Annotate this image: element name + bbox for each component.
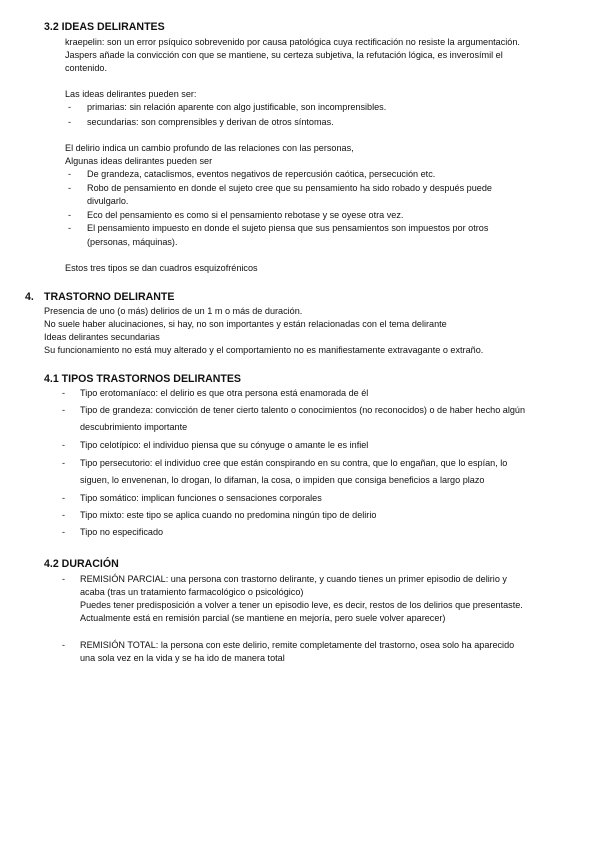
section-4-2-heading: 4.2 DURACIÓN [44,558,119,570]
section-3-2-heading: 3.2 IDEAS DELIRANTES [44,21,165,33]
section-4-1-heading: 4.1 TIPOS TRASTORNOS DELIRANTES [44,373,241,385]
bullet-dash: - [68,183,72,193]
bullet-dash: - [62,388,66,398]
list-item: Tipo no especificado [80,527,164,537]
list-item-continuation: divulgarlo. [87,196,129,206]
paragraph-line: contenido. [65,63,107,73]
list-item: Tipo de grandeza: convicción de tener cierto talento o conocimientos (no reconocidos) o de haber hecho algún [80,405,526,415]
paragraph-line: Presencia de uno (o más) delirios de un 1 m o más de duración. [44,306,303,316]
list-item: Tipo mixto: este tipo se aplica cuando no predomina ningún tipo de delirio [80,510,377,520]
paragraph-line: Ideas delirantes secundarias [44,332,160,342]
bullet-dash: - [68,210,72,220]
paragraph-line: Algunas ideas delirantes pueden ser [65,156,213,166]
list-item-continuation: acaba (tras un tratamiento farmacológico o psicológico) [80,587,304,597]
bullet-dash: - [68,169,72,179]
bullet-dash: - [62,493,66,503]
bullet-dash: - [62,458,66,468]
list-item-continuation: Actualmente está en remisión parcial (se mantiene en mejoría, pero suele volver aparecer) [80,613,446,623]
list-item-continuation: siguen, lo envenenan, lo drogan, lo difaman, la cosa, o impiden que consiga beneficios a largo plazo [80,475,485,485]
list-item: primarias: sin relación aparente con algo justificable, son incomprensibles. [87,102,387,112]
bullet-dash: - [62,440,66,450]
list-item: Tipo somático: implican funciones o sensaciones corporales [80,493,322,503]
list-item: De grandeza, cataclismos, eventos negativos de repercusión caótica, persecución etc. [87,169,436,179]
bullet-dash: - [62,527,66,537]
list-item-continuation: Puedes tener predisposición a volver a tener un episodio leve, es decir, restos de los delirios que presentaste. [80,600,523,610]
list-item: Eco del pensamiento es como si el pensamiento rebotase y se oyese otra vez. [87,210,404,220]
paragraph-line: Jaspers añade la convicción con que se mantiene, su certeza subjetiva, la refutación lógica, es inverosímil el [65,50,503,60]
bullet-dash: - [68,117,72,127]
section-4-number: 4. [25,291,34,303]
paragraph-line: No suele haber alucinaciones, si hay, no son importantes y están relacionadas con el tema delirante [44,319,447,329]
bullet-dash: - [62,405,66,415]
list-item: REMISIÓN TOTAL: la persona con este delirio, remite completamente del trastorno, osea solo ha aparecido [80,640,515,650]
list-item-continuation: descubrimiento importante [80,422,188,432]
section-4-heading: TRASTORNO DELIRANTE [44,291,175,303]
list-item: Tipo celotípico: el individuo piensa que su cónyuge o amante le es infiel [80,440,369,450]
paragraph-line: Las ideas delirantes pueden ser: [65,89,197,99]
bullet-dash: - [68,223,72,233]
paragraph-line: Estos tres tipos se dan cuadros esquizofrénicos [65,263,258,273]
paragraph-line: Su funcionamiento no está muy alterado y el comportamiento no es manifiestamente extravagante o extraño. [44,345,484,355]
list-item: Tipo persecutorio: el individuo cree que están conspirando en su contra, que lo engañan, que lo espían, lo [80,458,508,468]
list-item: REMISIÓN PARCIAL: una persona con trastorno delirante, y cuando tienes un primer episodio de delirio y [80,574,507,584]
bullet-dash: - [62,574,66,584]
list-item: El pensamiento impuesto en donde el sujeto piensa que sus pensamientos son impuestos por otros [87,223,489,233]
list-item: Robo de pensamiento en donde el sujeto cree que su pensamiento ha sido robado y después puede [87,183,492,193]
bullet-dash: - [62,640,66,650]
paragraph-line: El delirio indica un cambio profundo de las relaciones con las personas, [65,143,354,153]
paragraph-line: kraepelin: son un error psíquico sobrevenido por causa patológica cuya rectificación no resiste la argumentación. [65,37,520,47]
list-item: secundarias: son comprensibles y derivan de otros síntomas. [87,117,334,127]
list-item: Tipo erotomaníaco: el delirio es que otra persona está enamorada de él [80,388,369,398]
list-item-continuation: una sola vez en la vida y se ha ido de manera total [80,653,285,663]
bullet-dash: - [62,510,66,520]
list-item-continuation: (personas, máquinas). [87,237,178,247]
bullet-dash: - [68,102,72,112]
